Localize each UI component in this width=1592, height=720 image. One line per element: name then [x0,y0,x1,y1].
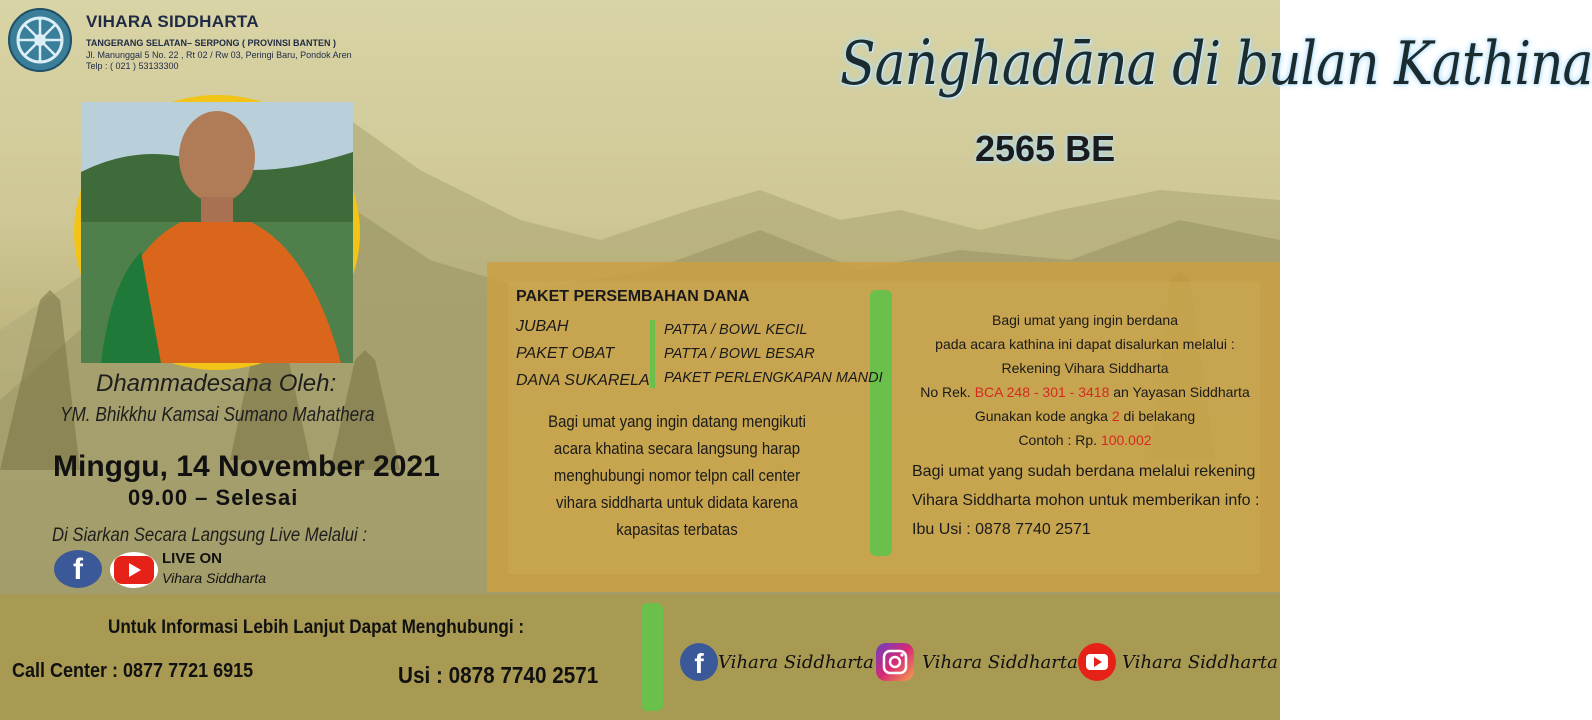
youtube-icon[interactable] [1078,643,1116,681]
info-contact: Ibu Usi : 0878 7740 2571 [912,521,1091,538]
panel-divider [870,290,892,556]
event-title: Saṅghadāna di bulan Kathina [840,30,1592,99]
paket-item: PATTA / BOWL KECIL [664,322,808,338]
transfer-line: Bagi umat yang ingin berdana [991,312,1179,328]
code-prefix: Gunakan kode angka [974,408,1112,424]
org-name: VIHARA SIDDHARTA [86,12,259,31]
account-number: BCA 248 - 301 - 3418 [974,384,1110,400]
dharma-wheel-logo [6,6,74,74]
youtube-handle[interactable]: Vihara Siddharta [1122,652,1278,673]
speaker-photo [81,102,353,363]
code-line [895,408,1275,424]
visit-note: Bagi umat yang ingin datang mengikuti acara khatina secara langsung harap menghubungi nomor telpn call center vihara siddharta untuk didata karena kapasitas terbatas [548,412,806,539]
example-prefix: Contoh : Rp. [1018,432,1101,448]
paket-divider [650,320,655,388]
facebook-handle[interactable]: Vihara Siddharta [718,652,874,673]
usi-number: Usi : 0878 7740 2571 [398,662,599,688]
footer-question: Untuk Informasi Lebih Lanjut Dapat Menghubungi : [108,617,525,638]
youtube-icon[interactable] [110,552,158,588]
event-year: 2565 BE [975,128,1116,169]
speaker-label: Dhammadesana Oleh: [96,370,337,397]
org-phone: Telp : ( 021 ) 53133300 [86,61,179,71]
transfer-line: pada acara kathina ini dapat disalurkan melalui : [935,336,1235,352]
speaker-name: YM. Bhikkhu Kamsai Sumano Mahathera [60,404,375,426]
code-suffix: di belakang [1119,408,1196,424]
facebook-icon[interactable]: f [54,550,102,588]
footer-divider [641,603,663,711]
account-suffix: an Yayasan Siddharta [1109,384,1250,400]
facebook-icon[interactable]: f [680,643,718,681]
paket-item: DANA SUKARELA [516,372,650,389]
call-center-number: Call Center : 0877 7721 6915 [12,660,254,682]
example-amount: 100.002 [1100,432,1152,448]
org-region: TANGERANG SELATAN– SERPONG ( PROVINSI BANTEN ) [86,38,337,48]
paket-item: PAKET PERLENGKAPAN MANDI [664,370,883,386]
event-time: 09.00 – Selesai [128,485,299,510]
instagram-handle[interactable]: Vihara Siddharta [922,652,1078,673]
example-line [895,432,1275,448]
account-number-line [895,384,1275,400]
instagram-icon[interactable] [876,643,914,681]
paket-item: PATTA / BOWL BESAR [664,346,815,362]
code-number: 2 [1111,408,1120,424]
paket-item: JUBAH [516,318,569,335]
live-channel: Vihara Siddharta [162,570,267,586]
account-prefix: No Rek. [920,384,975,400]
info-line: Bagi umat yang sudah berdana melalui rekening [912,463,1256,480]
paket-item: PAKET OBAT [516,345,615,362]
org-address: Jl. Manunggal 5 No. 22 , Rt 02 / Rw 03, Peringi Baru, Pondok Aren [86,50,352,60]
transfer-line: Rekening Vihara Siddharta [1001,360,1169,376]
info-line: Vihara Siddharta mohon untuk memberikan info : [912,492,1260,509]
broadcast-label: Di Siarkan Secara Langsung Live Melalui : [52,525,368,546]
event-date: Minggu, 14 November 2021 [53,450,440,483]
live-on-label: LIVE ON [162,550,223,567]
paket-title: PAKET PERSEMBAHAN DANA [516,288,750,305]
